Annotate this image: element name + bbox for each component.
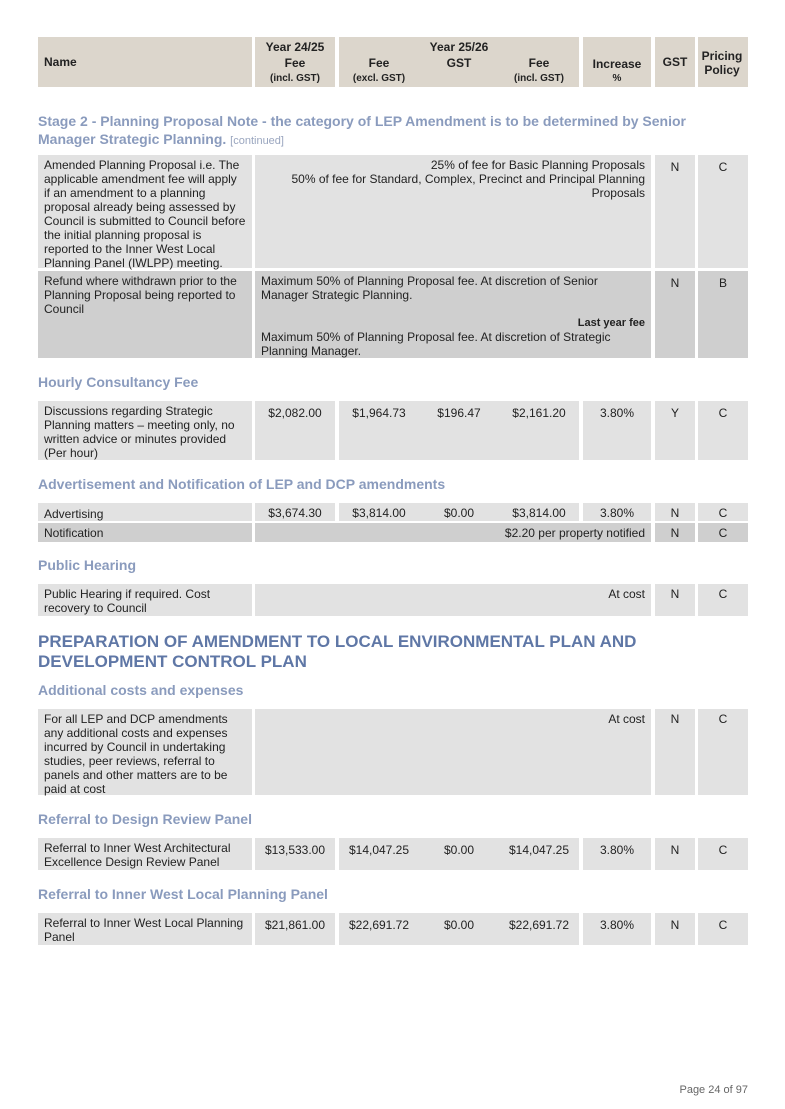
additional-desc: At cost (255, 709, 651, 795)
hourly-increase: 3.80% (583, 401, 651, 460)
hearing-name: Public Hearing if required. Cost recovery to Council (38, 584, 252, 616)
advert-row2-policy: C (698, 523, 748, 542)
header-increase: Increase (592, 57, 642, 71)
stage2-row2-gst: N (655, 271, 695, 358)
header-gst: GST (446, 56, 472, 70)
header-year2: Year 25/26 (429, 40, 489, 54)
hourly-name: Discussions regarding Strategic Planning matters – meeting only, no written advice or minutes provided (Per hour) (38, 401, 252, 460)
stage2-row1-name: Amended Planning Proposal i.e. The applicable amendment fee will apply if an amendment to a planning proposal already being assessed by Council is submitted to Council before the initial planning proposal is reported to the Inner West Local Planning Panel (IWLPP) meeting. (38, 155, 252, 268)
advert-row1-gst: $0.00 (419, 503, 499, 521)
design-fee-incl: $14,047.25 (499, 838, 579, 870)
advert-title: Advertisement and Notification of LEP and DCP amendments (38, 476, 446, 492)
iwlpp-title: Referral to Inner West Local Planning Panel (38, 886, 328, 902)
header-name: Name (44, 55, 77, 69)
advert-row2-desc: $2.20 per property notified (255, 523, 651, 542)
design-gst: $0.00 (419, 838, 499, 870)
advert-row2-gst-flag: N (655, 523, 695, 542)
iwlpp-name: Referral to Inner West Local Planning Panel (38, 913, 252, 945)
stage2-row2-name: Refund where withdrawn prior to the Planning Proposal being reported to Council (38, 271, 252, 358)
header-increase-sub: % (612, 73, 622, 84)
design-fee-excl: $14,047.25 (339, 838, 419, 870)
header-fee2: Fee (528, 56, 550, 70)
design-increase: 3.80% (583, 838, 651, 870)
advert-row1-name: Advertising (38, 503, 252, 521)
hearing-desc: At cost (255, 584, 651, 616)
hourly-policy: C (698, 401, 748, 460)
stage2-row2-policy: B (698, 271, 748, 358)
hourly-fee-prev: $2,082.00 (255, 401, 335, 460)
advert-row1-fee-prev: $3,674.30 (255, 503, 335, 521)
stage2-row1-desc (255, 155, 651, 268)
design-name: Referral to Inner West Architectural Excellence Design Review Panel (38, 838, 252, 870)
hourly-title: Hourly Consultancy Fee (38, 374, 199, 390)
stage2-row1-gst: N (655, 155, 695, 268)
header-pricing: Pricing (701, 49, 743, 63)
header-gst-col: GST (662, 55, 688, 69)
hourly-fee-incl: $2,161.20 (499, 401, 579, 460)
page-number: Page 24 of 97 (679, 1084, 748, 1096)
advert-row1-fee-excl: $3,814.00 (339, 503, 419, 521)
stage2-row2-desc (255, 271, 651, 358)
iwlpp-gst-flag: N (655, 913, 695, 945)
design-policy: C (698, 838, 748, 870)
header-fee-excl-sub: (excl. GST) (352, 73, 406, 84)
header-fee-incl: Fee (284, 56, 306, 70)
design-gst-flag: N (655, 838, 695, 870)
advert-row1-fee-incl: $3,814.00 (499, 503, 579, 521)
header-fee-incl-sub: (incl. GST) (270, 73, 320, 84)
stage2-row1-policy: C (698, 155, 748, 268)
additional-gst-flag: N (655, 709, 695, 795)
header-year1: Year 24/25 (265, 40, 325, 54)
stage2-row2-last: Maximum 50% of Planning Proposal fee. At discretion of Strategic Planning Manager. (261, 330, 611, 358)
advert-row1-gst-flag: N (655, 503, 695, 521)
advert-row1-policy: C (698, 503, 748, 521)
header-policy: Policy (704, 63, 740, 77)
additional-policy: C (698, 709, 748, 795)
last-year-label: Last year fee (577, 317, 645, 329)
iwlpp-policy: C (698, 913, 748, 945)
hearing-gst-flag: N (655, 584, 695, 616)
design-title: Referral to Design Review Panel (38, 811, 252, 827)
prep-title: PREPARATION OF AMENDMENT TO LOCAL ENVIRONMENTAL PLAN AND DEVELOPMENT CONTROL PLAN (38, 632, 637, 671)
iwlpp-fee-excl: $22,691.72 (339, 913, 419, 945)
iwlpp-gst: $0.00 (419, 913, 499, 945)
hearing-title: Public Hearing (38, 557, 137, 573)
header-fee-excl: Fee (368, 56, 390, 70)
hourly-gst-flag: Y (655, 401, 695, 460)
hourly-fee-excl: $1,964.73 (339, 401, 419, 460)
design-fee-prev: $13,533.00 (255, 838, 335, 870)
iwlpp-fee-incl: $22,691.72 (499, 913, 579, 945)
header-fee2-sub: (incl. GST) (514, 73, 564, 84)
hearing-policy: C (698, 584, 748, 616)
additional-name: For all LEP and DCP amendments any additional costs and expenses incurred by Council in undertaking studies, peer reviews, referral to panels and other matters are to be paid at cost (38, 709, 252, 795)
iwlpp-increase: 3.80% (583, 913, 651, 945)
stage2-row1-desc-line2: 50% of fee for Standard, Complex, Precinct and Principal Planning Proposals (291, 172, 645, 200)
additional-title: Additional costs and expenses (38, 682, 244, 698)
stage2-row2-current: Maximum 50% of Planning Proposal fee. At discretion of Senior Manager Strategic Planning. (261, 274, 598, 302)
continued-label: [continued] (230, 135, 284, 147)
advert-row1-increase: 3.80% (583, 503, 651, 521)
stage2-title-text: Stage 2 - Planning Proposal Note - the category of LEP Amendment is to be determined by Senior Manager Strategic Planning. (38, 113, 686, 147)
hourly-gst: $196.47 (419, 401, 499, 460)
stage2-title (38, 112, 738, 150)
stage2-row1-desc-line1: 25% of fee for Basic Planning Proposals (430, 158, 645, 172)
iwlpp-fee-prev: $21,861.00 (255, 913, 335, 945)
advert-row2-name: Notification (38, 523, 252, 542)
